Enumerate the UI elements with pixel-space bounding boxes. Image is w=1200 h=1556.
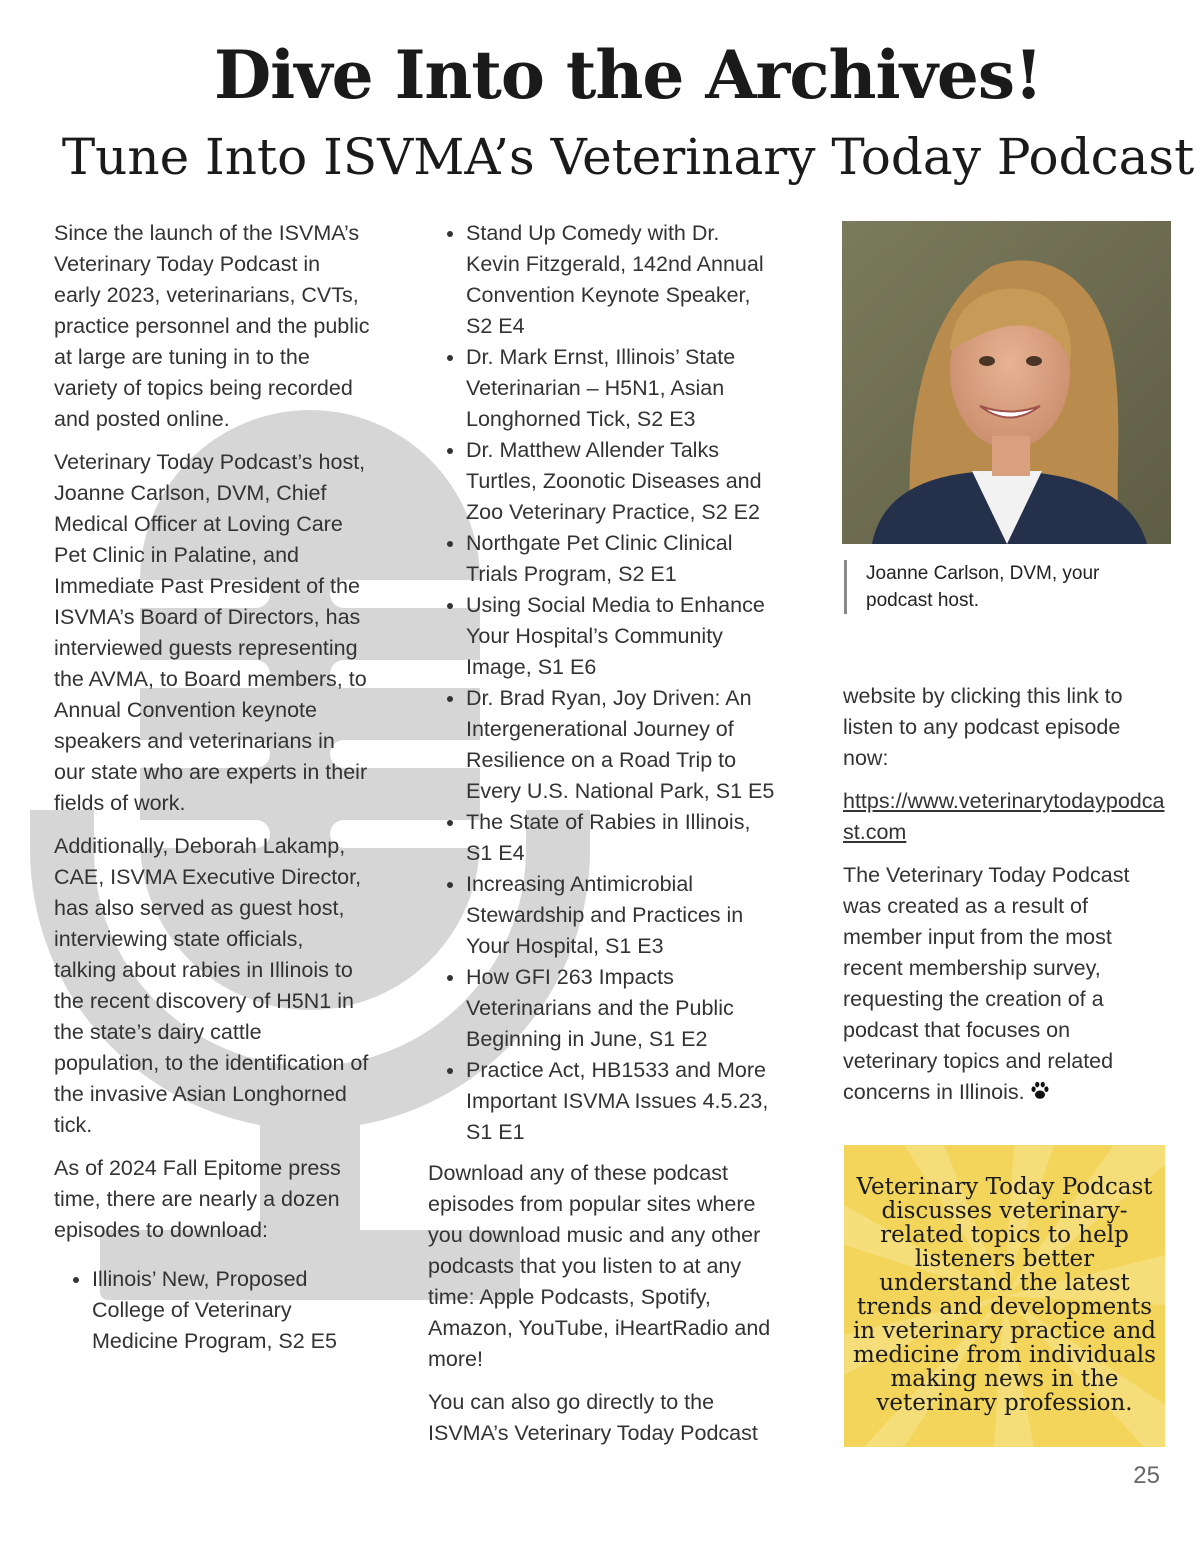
callout-text: Veterinary Today Podcast discusses veterinary-related topics to help listeners better understand the latest trends and developments in veterinary practice and medicine from individuals making news in the veterinary profession. bbox=[852, 1174, 1157, 1416]
guest-host-paragraph: Additionally, Deborah Lakamp, CAE, ISVMA Executive Director, has also served as guest host, interviewing state officials, talking about rabies in Illinois to the recent discovery of H5N1 in the state’s dairy cattle population, to the identification of the invasive Asian Longhorned tick. bbox=[54, 834, 369, 1137]
photo-caption: Joanne Carlson, DVM, your podcast host. bbox=[844, 560, 1166, 614]
download-paragraph: Download any of these podcast episodes from popular sites where you download music and any other podcasts that you listen to at any time: Apple Podcasts, Spotify, Amazon, YouTube, iHeartRadio and more! bbox=[428, 1161, 771, 1371]
column-two bbox=[428, 218, 778, 1461]
host-photo bbox=[842, 221, 1171, 544]
podcast-website-link[interactable]: https://www.veterinarytodaypodcast.com bbox=[843, 789, 1165, 844]
callout-box bbox=[844, 1145, 1165, 1447]
episodes-intro-paragraph: As of 2024 Fall Epitome press time, there are nearly a dozen episodes to download: bbox=[54, 1156, 341, 1242]
closing-text: The Veterinary Today Podcast was created as a result of member input from the most recent membership survey, requesting the creation of a podcast that focuses on veterinary topics and related concerns in Illinois. bbox=[843, 863, 1130, 1104]
website-paragraph: You can also go directly to the ISVMA’s Veterinary Today Podcast bbox=[428, 1390, 758, 1445]
link-intro-paragraph: website by clicking this link to listen to any podcast episode now: bbox=[843, 684, 1123, 770]
episode-list bbox=[428, 218, 778, 1148]
episode-list bbox=[54, 1264, 370, 1357]
list-item: • Dr. Brad Ryan, Joy Driven: An Intergenerational Journey of Resilience on a Road Trip to Every U.S. National Park, S1 E5 bbox=[466, 683, 778, 807]
portrait-image-icon bbox=[842, 221, 1171, 544]
list-item: • Dr. Matthew Allender Talks Turtles, Zoonotic Diseases and Zoo Veterinary Practice, S2 E2 bbox=[466, 435, 778, 528]
closing-paragraph bbox=[843, 860, 1169, 1108]
page-title: Dive Into the Archives! bbox=[213, 36, 1043, 114]
list-item: • Northgate Pet Clinic Clinical Trials Program, S2 E1 bbox=[466, 528, 778, 590]
list-item: • Stand Up Comedy with Dr. Kevin Fitzgerald, 142nd Annual Convention Keynote Speaker, S2 E4 bbox=[466, 218, 778, 342]
column-three bbox=[843, 681, 1169, 1120]
page-number: 25 bbox=[1133, 1462, 1160, 1489]
list-item: • Dr. Mark Ernst, Illinois’ State Veterinarian – H5N1, Asian Longhorned Tick, S2 E3 bbox=[466, 342, 778, 435]
list-item: • Using Social Media to Enhance Your Hospital’s Community Image, S1 E6 bbox=[466, 590, 778, 683]
link-paragraph bbox=[843, 786, 1169, 848]
paw-print-icon bbox=[1029, 1080, 1051, 1102]
page-subtitle: Tune Into ISVMA’s Veterinary Today Podcast bbox=[61, 128, 1195, 186]
list-item: • Increasing Antimicrobial Stewardship and Practices in Your Hospital, S1 E3 bbox=[466, 869, 778, 962]
intro-paragraph: Since the launch of the ISVMA’s Veterinary Today Podcast in early 2023, veterinarians, CVTs, practice personnel and the public at large are tuning in to the variety of topics being recorded and posted online. bbox=[54, 221, 370, 431]
host-paragraph: Veterinary Today Podcast’s host, Joanne Carlson, DVM, Chief Medical Officer at Loving Care Pet Clinic in Palatine, and Immediate Past President of the ISVMA’s Board of Directors, has interviewed guests representing the AVMA, to Board members, to Annual Convention keynote speakers and veterinarians in our state who are experts in their fields of work. bbox=[54, 450, 368, 815]
list-item: • The State of Rabies in Illinois, S1 E4 bbox=[466, 807, 778, 869]
list-item: • Illinois’ New, Proposed College of Veterinary Medicine Program, S2 E5 bbox=[92, 1264, 370, 1357]
column-one bbox=[54, 218, 370, 1367]
list-item: • How GFI 263 Impacts Veterinarians and the Public Beginning in June, S1 E2 bbox=[466, 962, 778, 1055]
list-item: • Practice Act, HB1533 and More Important ISVMA Issues 4.5.23, S1 E1 bbox=[466, 1055, 778, 1148]
